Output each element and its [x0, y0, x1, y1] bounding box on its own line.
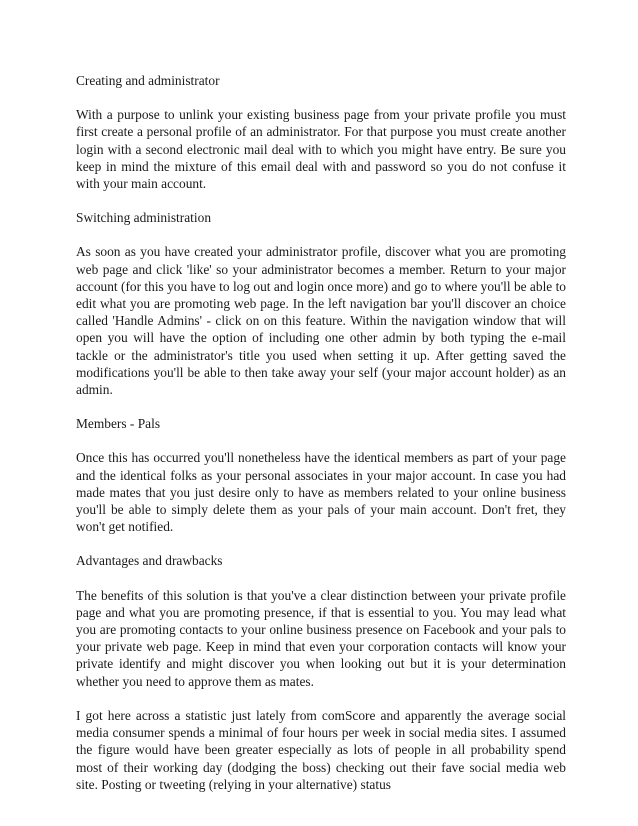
section-heading-creating-administrator: Creating and administrator: [76, 73, 220, 88]
paragraph-statistic: I got here across a statistic just lately from comScore and apparently the average social media consumer spends a minimal of four hours per week in social media sites. I assumed the figure would have been greater especially as lots of people in all probability spend most of their working day (dodging the boss) checking out their fave social media web site. Posting or tweeting (relying in your alternative) status: [76, 707, 566, 792]
paragraph-switching-administration: As soon as you have created your administrator profile, discover what you are promoting web page and click 'like' so your administrator becomes a member. Return to your major account (for this you have to log out and login once more) and go to where you'll be able to edit what you are promoting web page. In the left navigation bar you'll discover an choice called 'Handle Admins' - click on on this feature. Within the navigation window that will open you will have the option of including one other admin by both typing the e-mail tackle or the administrator's title you used when setting it up. After getting saved the modifications you'll be able to then take away your self (your major account holder) as an admin.: [76, 244, 566, 398]
section-heading-members-pals: Members - Pals: [76, 416, 161, 432]
paragraph-advantages-drawbacks: The benefits of this solution is that you've a clear distinction between your private profile page and what you are promoting presence, if that is essential to you. You may lead what you are promoting contacts to your online business presence on Facebook and your pals to your private web page. Keep in mind that even your corporation contacts will know your private identify and might discover you when looking out but it is your determination whether you need to approve them as mates.: [76, 587, 566, 689]
paragraph-creating-administrator: With a purpose to unlink your existing business page from your private profile you must first create a personal profile of an administrator. For that purpose you must create another login with a second electronic mail deal with to which you might have entry. Be sure you keep in mind the mixture of this email deal with and password so you do not confuse it with your main account.: [76, 107, 566, 192]
paragraph-members-pals: Once this has occurred you'll nonetheless have the identical members as part of your page and the identical folks as your personal associates in your major account. In case you had made mates that you just desire only to have as members related to your online business you'll be able to simply delete them as your pals of your main account. Don't fret, they won't get notified.: [76, 450, 566, 535]
document-page: [76, 72, 566, 793]
section-heading-switching-administration: Switching administration: [76, 210, 212, 226]
section-heading-advantages-drawbacks: Advantages and drawbacks: [76, 553, 223, 569]
